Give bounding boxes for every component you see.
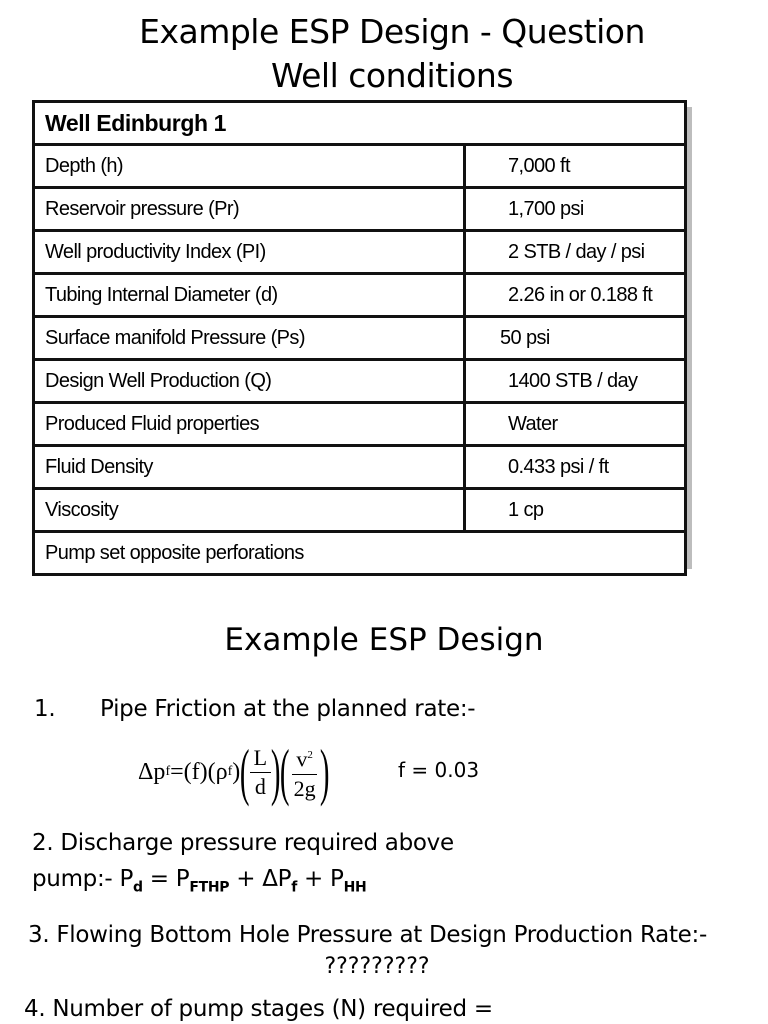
row-value: 50 psi <box>465 317 686 360</box>
row-value: 7,000 ft <box>465 145 686 188</box>
row-value: 2.26 in or 0.188 ft <box>465 274 686 317</box>
friction-factor-value: f = 0.03 <box>398 758 480 782</box>
row-label: Design Well Production (Q) <box>34 360 465 403</box>
row-label: Viscosity <box>34 489 465 532</box>
fraction-denominator: 2g <box>293 775 316 801</box>
row-label: Well productivity Index (PI) <box>34 231 465 274</box>
table-footer-row <box>34 532 686 575</box>
table-footer-note: Pump set opposite perforations <box>34 532 686 575</box>
row-label: Fluid Density <box>34 446 465 489</box>
row-label: Depth (h) <box>34 145 465 188</box>
row-label: Reservoir pressure (Pr) <box>34 188 465 231</box>
row-value: 1 cp <box>465 489 686 532</box>
step1-number: 1. <box>34 696 56 722</box>
table-row <box>34 145 686 188</box>
right-paren: ) <box>319 736 330 807</box>
table-row <box>34 446 686 489</box>
row-value: 2 STB / day / psi <box>465 231 686 274</box>
equation-prefix: pump:- P <box>32 866 134 892</box>
hh-subscript: HH <box>343 879 367 896</box>
row-value: 1400 STB / day <box>465 360 686 403</box>
step2-text: 2. Discharge pressure required above <box>32 830 454 856</box>
row-label: Surface manifold Pressure (Ps) <box>34 317 465 360</box>
equation-plus-friction: + ΔP <box>229 866 292 892</box>
friction-subscript: f <box>291 879 298 896</box>
table-row <box>34 360 686 403</box>
formula-density-subscript: f <box>227 764 233 779</box>
velocity-exponent: 2 <box>307 749 313 762</box>
fraction-numerator <box>292 741 317 774</box>
page-title: Example ESP Design - Question <box>139 12 645 51</box>
fthp-subscript: FTHP <box>189 879 230 896</box>
fraction-denominator: d <box>254 773 266 799</box>
right-paren: ) <box>270 736 281 807</box>
page-subtitle: Well conditions <box>270 56 514 95</box>
fraction-numerator: L <box>250 744 271 773</box>
well-conditions-table <box>32 100 684 562</box>
table-row <box>34 231 686 274</box>
step3-text: 3. Flowing Bottom Hole Pressure at Design Production Rate:- <box>28 922 707 948</box>
row-label: Produced Fluid properties <box>34 403 465 446</box>
step4-text: 4. Number of pump stages (N) required = <box>24 996 493 1022</box>
table-row <box>34 317 686 360</box>
formula-lhs-subscript: f <box>165 764 171 779</box>
section-title: Example ESP Design <box>224 622 544 658</box>
step1-text: Pipe Friction at the planned rate:- <box>100 696 476 722</box>
left-paren: ( <box>240 736 250 807</box>
table-row <box>34 403 686 446</box>
formula-friction-term: (f) <box>183 758 208 785</box>
table-row <box>34 274 686 317</box>
row-value: 1,700 psi <box>465 188 686 231</box>
formula-lhs: Δp <box>138 758 166 785</box>
table-header-row <box>34 102 686 145</box>
equation-equals: = P <box>142 866 190 892</box>
length-diameter-fraction <box>250 744 271 801</box>
row-value: Water <box>465 403 686 446</box>
well-name-heading: Well Edinburgh 1 <box>34 102 686 145</box>
pipe-friction-formula <box>138 736 329 808</box>
velocity-symbol: v <box>296 746 308 772</box>
table-row <box>34 489 686 532</box>
velocity-gravity-fraction <box>290 741 320 802</box>
formula-density-close: ) <box>232 758 241 785</box>
equation-plus-head: + P <box>297 866 344 892</box>
row-value: 0.433 psi / ft <box>465 446 686 489</box>
unknown-value-marks: ????????? <box>324 954 430 979</box>
row-label: Tubing Internal Diameter (d) <box>34 274 465 317</box>
step2-equation <box>32 866 366 896</box>
left-paren: ( <box>280 736 290 807</box>
formula-equals: = <box>170 758 184 785</box>
pd-subscript: d <box>133 879 143 896</box>
step3-placeholder <box>0 954 768 979</box>
table-row <box>34 188 686 231</box>
formula-density-open: (ρ <box>207 758 228 785</box>
